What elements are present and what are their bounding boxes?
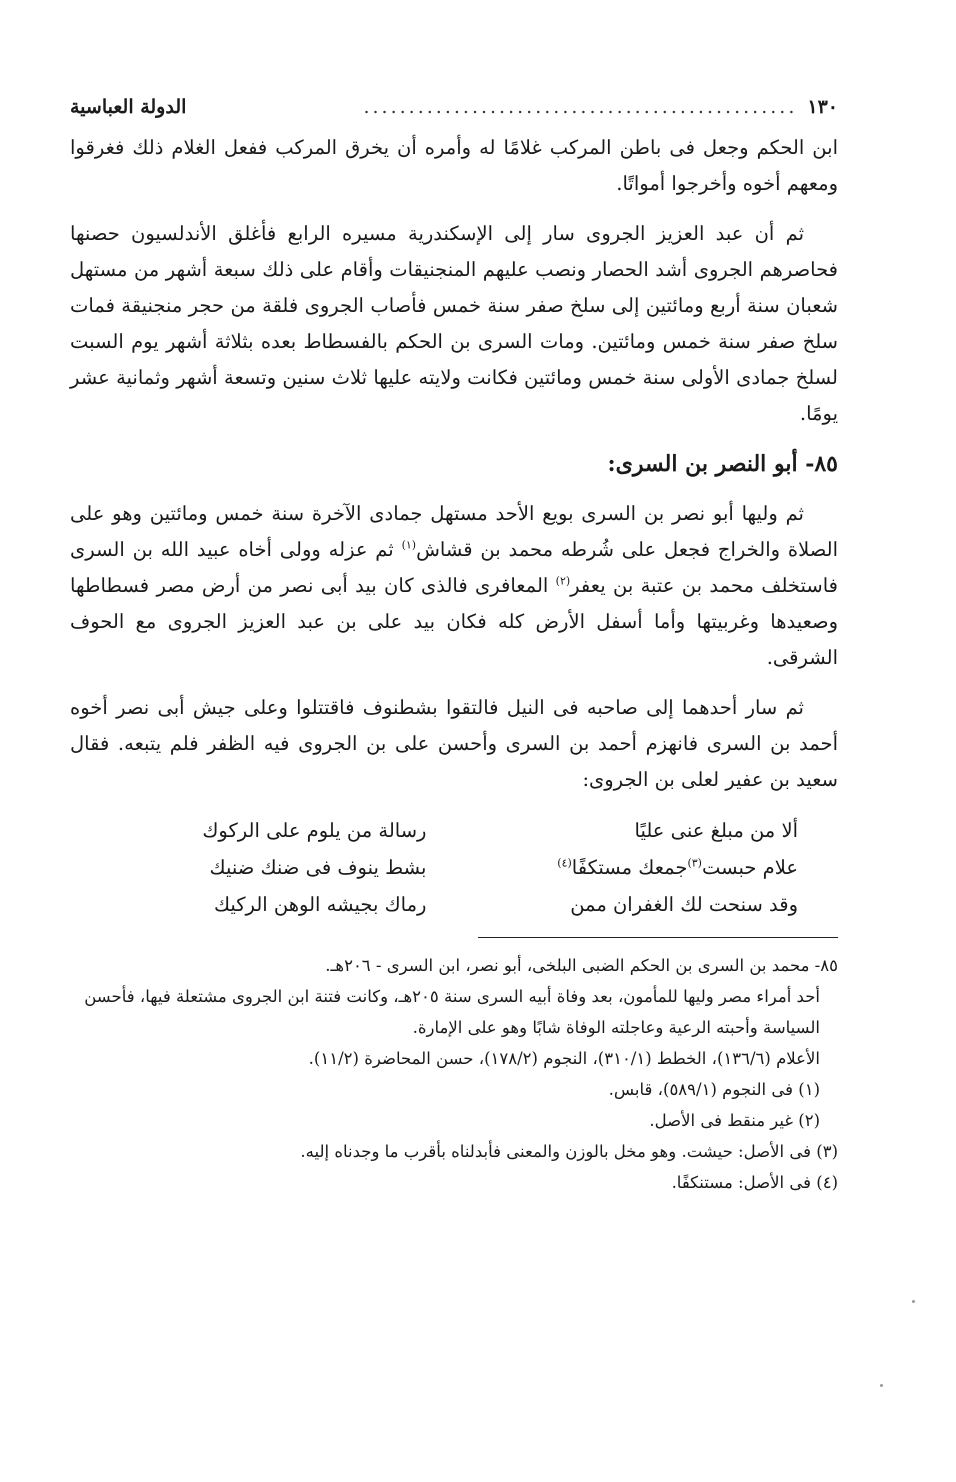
scan-speck [912,1300,915,1303]
poem-hemistich-second: بشط ينوف فى ضنك ضنيك [209,856,427,879]
text-part: ثم وليها أبو نصر بن السرى بويع الأحد مستهل جمادى الآخرة سنة خمس ومائتين وهو على الصلاة والخراج فجعل على شُرطه محمد بن قشاش [70,502,838,561]
footnote-divider [478,937,838,938]
paragraph-continuation: ابن الحكم وجعل فى باطن المركب غلامًا له وأمره أن يخرق المركب ففعل الغلام ذلك فغرقوا ومعهم أخوه وأخرجوا أمواتًا. [70,136,838,195]
footnote-3: (٣) فى الأصل: حيشت. وهو مخل بالوزن والمعنى فأبدلناه بأقرب ما وجدناه إليه. [300,1142,838,1161]
poem-verse [110,886,798,923]
scan-speck [880,1384,883,1387]
poem-hemistich-first: علام حبست$^{(٣)}$جمعك مستكفًا$^{(٤)}$ [557,856,798,879]
footnote-biography-body: أحد أمراء مصر وليها للمأمون، بعد وفاة أبيه السرى سنة ٢٠٥هـ، وكانت فتنة ابن الجروى مشتعلة فيها، فأحسن السياسة وأحبته الرعية وعاجلته الوفاة شابًا وهو على الإمارة. [84,987,820,1037]
paragraph-jarawi-siege: ثم أن عبد العزيز الجروى سار إلى الإسكندرية مسيره الرابع فأغلق الأندلسيون حصنها فحاصرهم الجروى أشد الحصار ونصب عليهم المنجنيقات وأقام على ذلك سبعة أشهر من مستهل شعبان سنة أربع ومائتين إلى سلخ صفر سنة خمس فأصاب الجروى فلقة من حجر منجنيقة فمات سلخ صفر سنة خمس ومائتين. ومات السرى بن الحكم بالفسطاط بعده بثلاثة أشهر يوم السبت لسلخ جمادى الأولى سنة خمس ومائتين فكانت ولايته عليها ثلاث سنين وتسعة أشهر وثمانية عشر يومًا. [70,222,838,425]
poem [110,812,798,923]
page-number: ١٣٠ [807,96,838,118]
footnote-ref-2: (٢) [555,574,571,588]
footnote-2: (٢) غير منقط فى الأصل. [649,1111,820,1130]
poem-hemistich-second: رسالة من يلوم على الركوك [202,819,427,842]
footnote-ref-4: (٤) [557,856,572,870]
text-part: ثم عزله وولى أخاه عبيد الله بن السرى فاستخلف محمد بن عتبة بن يعفر [70,538,838,597]
footnote-biography-sources: الأعلام (١٣٦/٦)، الخطط (٣١٠/١)، النجوم (١٧٨/٢)، حسن المحاضرة (١١/٢). [308,1049,820,1068]
text-part: المعافرى فالذى كان بيد أبى نصر من أرض مصر فسطاطها وصعيدها وغربيتها وأما أسفل الأرض كله فكان بيد على بن عبد العزيز الجروى مع الحوف الشرقى. [70,574,838,669]
footnote-1: (١) فى النجوم (٥٨٩/١)، قابس. [608,1080,820,1099]
paragraph-abu-nasr [70,496,838,676]
poem-hemistich-first: ألا من مبلغ عنى عليًا [634,819,798,842]
book-page [70,96,838,1198]
poem-hemistich-second: رماك بجيشه الوهن الركيك [213,893,427,916]
section-title: ٨٥- أبو النصر بن السرى: [607,451,838,477]
poem-hemistich-first: وقد سنحت لك الغفران ممن [570,893,798,916]
poem-verse [110,849,798,886]
footnote-ref-1: (١) [401,538,417,552]
page-header [70,96,838,130]
footnote-4: (٤) فى الأصل: مستنكفًا. [671,1173,838,1192]
footnote-ref-3: (٣) [687,856,702,870]
footnote-biography-head: ٨٥- محمد بن السرى بن الحكم الضبى البلخى، أبو نصر، ابن السرى - ٢٠٦هـ. [325,956,838,975]
running-title: الدولة العباسية [70,96,187,118]
paragraph-battle: ثم سار أحدهما إلى صاحبه فى النيل فالتقوا بشطنوف فاقتتلوا وعلى جيش أبى نصر أخوه أحمد بن السرى فانهزم أحمد بن السرى وأحسن على بن الجروى فيه الظفر فلم يتبعه. فقال سعيد بن عفير لعلى بن الجروى: [70,696,838,791]
header-leader-dots: ................................................ [363,96,798,118]
poem-verse [110,812,798,849]
